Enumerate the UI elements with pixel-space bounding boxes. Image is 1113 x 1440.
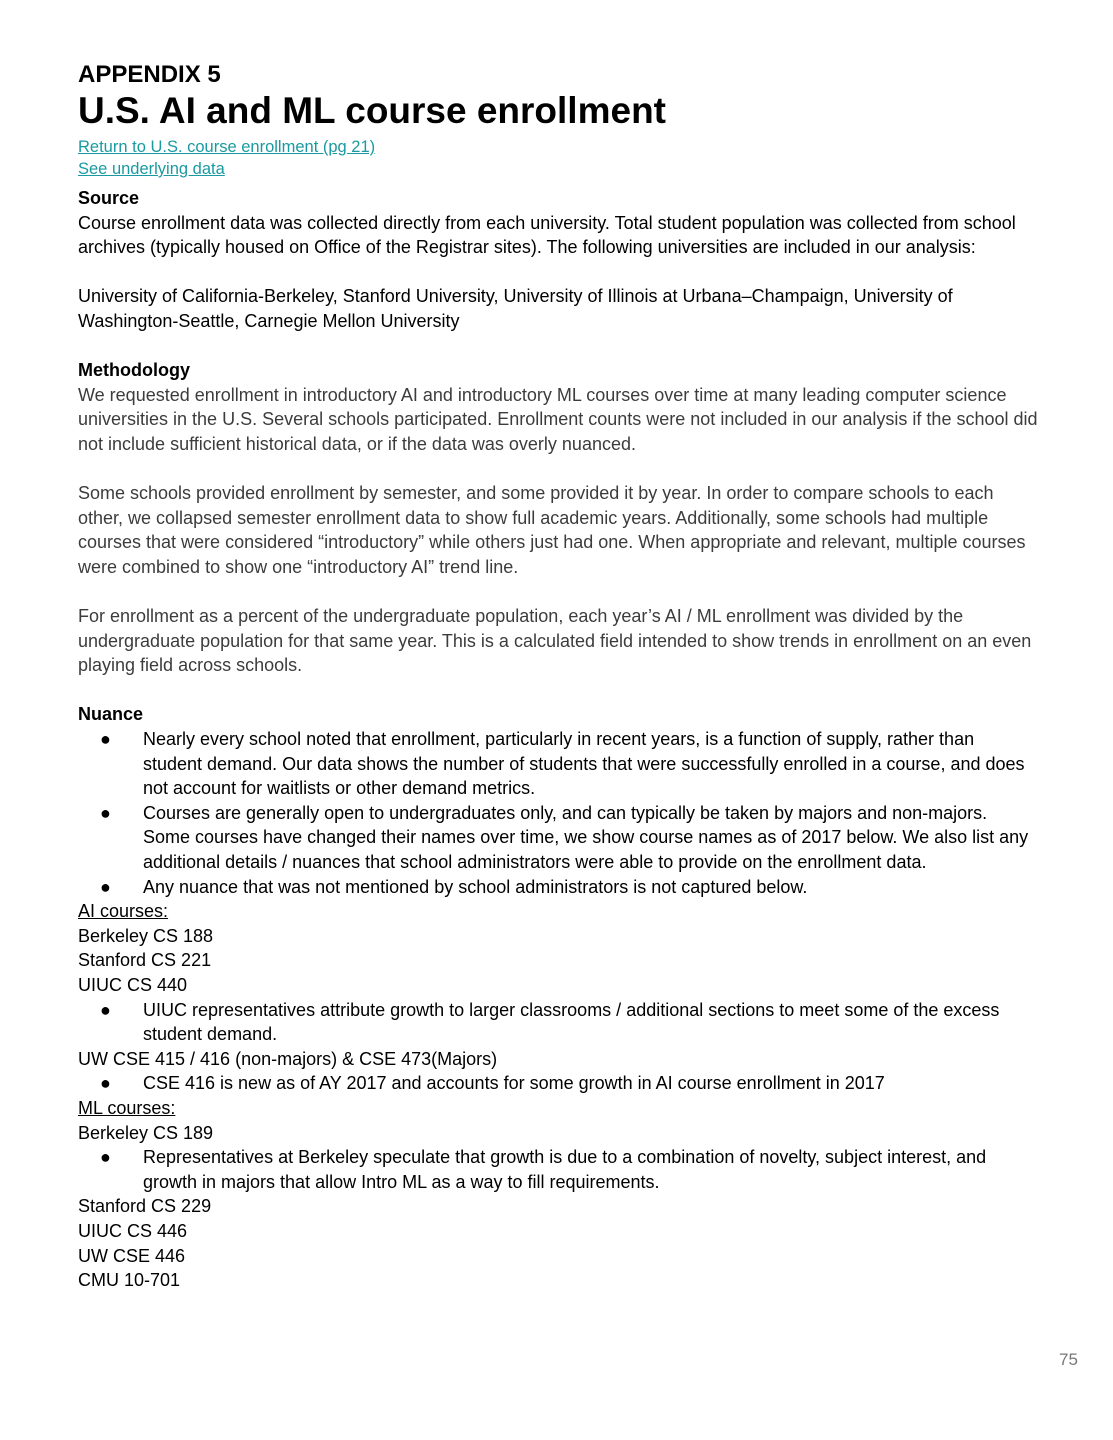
ai-courses-label: AI courses: <box>78 901 169 922</box>
bullet-icon: ● <box>100 802 111 823</box>
ml-courses-label: ML courses: <box>78 1097 176 1118</box>
page-number: 75 <box>1059 1350 1078 1369</box>
list-item: ● Courses are generally open to undergraduates only, and can typically be taken by majors and non-majors. Some courses have changed their names over time, we show course names as of 2017 below. We also list any additional details / nuances that school administrators were able to provide on the enrollment data. <box>100 802 1029 873</box>
list-item: ● Nearly every school noted that enrollment, particularly in recent years, is a function of supply, rather than student demand. Our data shows the number of students that were successfully enrolled in a course, and does not account for waitlists or other demand metrics. <box>100 729 1025 799</box>
source-paragraph: Course enrollment data was collected directly from each university. Total student population was collected from school archives (typically housed on Office of the Registrar sites). The following universities are included in our analysis: <box>78 212 1016 258</box>
course-item: CMU 10-701 <box>78 1270 181 1291</box>
course-note: ● CSE 416 is new as of AY 2017 and accounts for some growth in AI course enrollment in 2017 <box>78 1071 1038 1096</box>
list-item: ● Any nuance that was not mentioned by school administrators is not captured below. <box>78 875 1038 900</box>
methodology-paragraph: For enrollment as a percent of the undergraduate population, each year’s AI / ML enrollment was divided by the undergraduate population for that same year. This is a calculated field intended to show trends in enrollment on an even playing field across schools. <box>78 606 1032 676</box>
course-item: UIUC CS 440 <box>78 975 188 995</box>
bullet-icon: ● <box>100 1147 111 1168</box>
source-heading: Source <box>78 188 140 208</box>
course-item: Berkeley CS 189 <box>78 1122 214 1143</box>
return-link[interactable]: Return to U.S. course enrollment (pg 21) <box>78 138 376 156</box>
methodology-heading: Methodology <box>78 360 190 381</box>
nuance-heading: Nuance <box>78 704 144 725</box>
methodology-paragraph: We requested enrollment in introductory AI and introductory ML courses over time at many leading computer science universities in the U.S. Several schools participated. Enrollment counts were not included in our analysis if the school did not include sufficient historical data, or if the data was overly nuanced. <box>78 384 1038 454</box>
course-item: UIUC CS 446 <box>78 1220 188 1241</box>
universities-list: University of California-Berkeley, Stanford University, University of Illinois at Urbana–Champaign, University of Washington-Seattle, Carnegie Mellon University <box>78 286 953 331</box>
bullet-icon: ● <box>100 999 111 1020</box>
bullet-icon: ● <box>100 1073 111 1094</box>
course-note: ● UIUC representatives attribute growth to larger classrooms / additional sections to meet some of the excess student demand. <box>100 999 1000 1045</box>
course-note: ● Representatives at Berkeley speculate that growth is due to a combination of novelty, subject interest, and growth in majors that allow Intro ML as a way to fill requirements. <box>100 1147 987 1192</box>
course-item: Stanford CS 221 <box>78 950 212 971</box>
methodology-section <box>78 358 1038 678</box>
course-item: Berkeley CS 188 <box>78 925 214 946</box>
bullet-icon: ● <box>100 876 111 897</box>
methodology-paragraph: Some schools provided enrollment by semester, and some provided it by year. In order to compare schools to each other, we collapsed semester enrollment data to show full academic years. Additionally, some schools had multiple courses that were considered “introductory” while others just had one. When appropriate and relevant, multiple courses were combined to show one “introductory AI” trend line. <box>78 483 1026 577</box>
course-item: Stanford CS 229 <box>78 1196 212 1217</box>
nuance-section <box>78 702 1038 1292</box>
page-content <box>78 60 1038 1293</box>
course-item: UW CSE 446 <box>78 1245 186 1266</box>
nuance-list <box>78 727 1038 899</box>
course-item: UW CSE 415 / 416 (non-majors) & CSE 473(Majors) <box>78 1048 498 1069</box>
page-title: U.S. AI and ML course enrollment <box>78 90 666 131</box>
bullet-icon: ● <box>100 729 111 750</box>
underlying-data-link[interactable]: See underlying data <box>78 160 225 178</box>
source-section <box>78 186 1038 334</box>
appendix-label: APPENDIX 5 <box>78 61 221 88</box>
